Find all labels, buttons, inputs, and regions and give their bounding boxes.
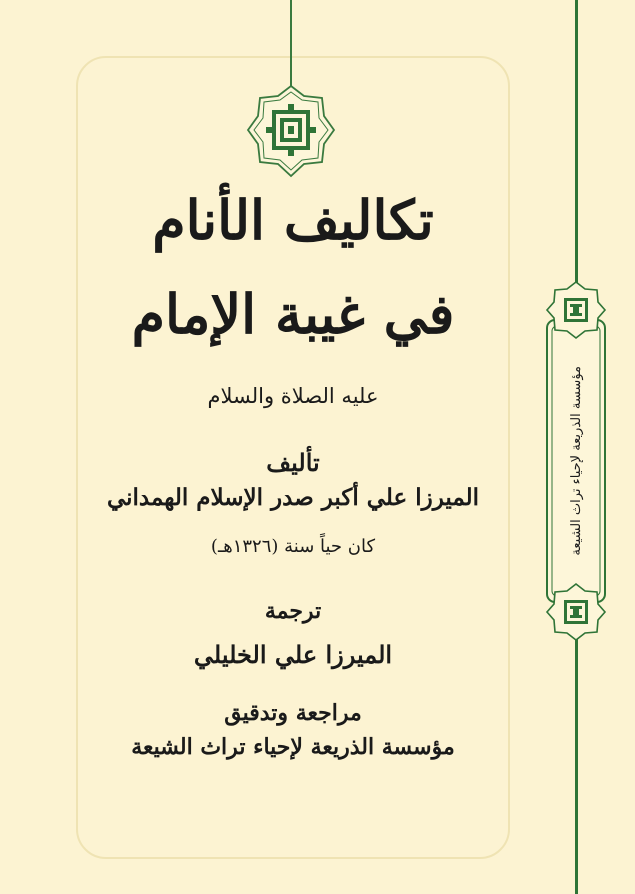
spine-text (545, 320, 607, 602)
author-name: الميرزا علي أكبر صدر الإسلام الهمداني (106, 484, 480, 511)
book-title-line1: تكاليف الأنام (152, 188, 434, 252)
kufic-emblem-icon (246, 84, 336, 184)
blessing-text: عليه الصلاة والسلام (207, 384, 379, 408)
book-title-line2: في غيبة الإمام (131, 282, 455, 346)
translation-label: ترجمة (264, 598, 322, 624)
review-label: مراجعة وتدقيق (224, 700, 362, 726)
authorship-label: تأليف (266, 448, 320, 477)
reviewer-name: مؤسسة الذريعة لإحياء تراث الشيعة (131, 734, 455, 760)
hanging-line (290, 0, 292, 86)
spine-publisher: مؤسسة الذريعة لإحياء تراث الشيعة (568, 366, 584, 556)
author-date: كان حياً سنة (١٣٢٦هـ) (210, 536, 376, 557)
translator-name: الميرزا علي الخليلي (193, 640, 393, 669)
